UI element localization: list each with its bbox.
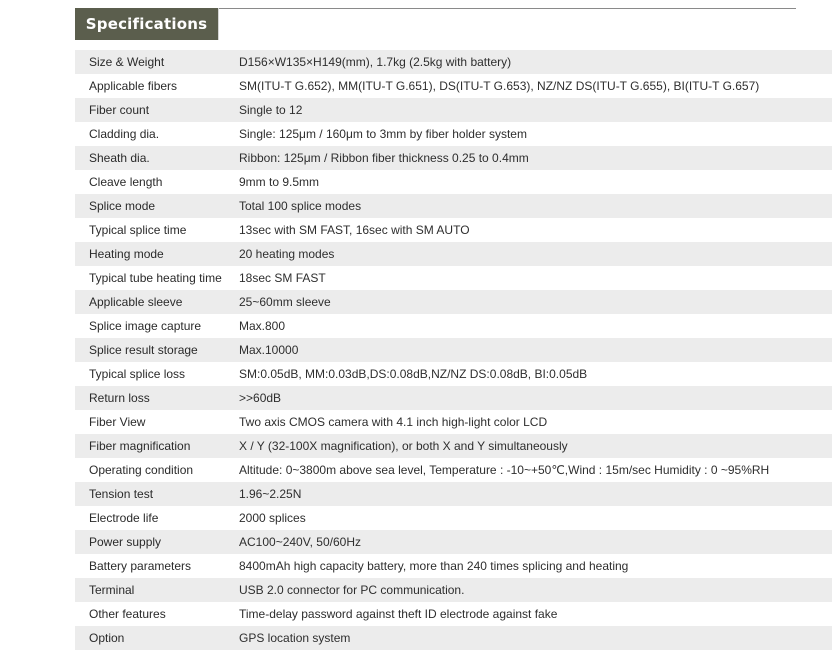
section-title: Specifications	[75, 8, 218, 40]
spec-row	[75, 482, 832, 506]
spec-value: 1.96~2.25N	[239, 487, 302, 501]
spec-value: 20 heating modes	[239, 247, 335, 261]
spec-row	[75, 50, 832, 74]
spec-label: Heating mode	[89, 247, 164, 261]
spec-value: Single: 125μm / 160μm to 3mm by fiber holder system	[239, 127, 527, 141]
spec-row	[75, 434, 832, 458]
specifications-table-body	[75, 50, 832, 650]
spec-value: X / Y (32-100X magnification), or both X and Y simultaneously	[239, 439, 568, 453]
spec-label: Typical splice loss	[89, 367, 186, 381]
header-divider	[218, 8, 796, 9]
spec-value: 13sec with SM FAST, 16sec with SM AUTO	[239, 223, 470, 237]
spec-label: Typical tube heating time	[89, 271, 222, 285]
spec-row	[75, 314, 832, 338]
spec-value: Two axis CMOS camera with 4.1 inch high-light color LCD	[239, 415, 548, 429]
spec-row	[75, 122, 832, 146]
spec-value: AC100~240V, 50/60Hz	[239, 535, 361, 549]
specifications-table	[75, 50, 832, 650]
spec-label: Operating condition	[89, 463, 194, 477]
spec-label: Applicable fibers	[89, 79, 178, 93]
spec-value: >>60dB	[239, 391, 282, 405]
spec-label: Terminal	[89, 583, 135, 597]
spec-label: Size & Weight	[89, 55, 165, 69]
spec-row	[75, 194, 832, 218]
spec-label: Fiber magnification	[89, 439, 191, 453]
spec-value: Time-delay password against theft ID electrode against fake	[239, 607, 558, 621]
spec-value: SM(ITU-T G.652), MM(ITU-T G.651), DS(ITU-T G.653), NZ/NZ DS(ITU-T G.655), BI(ITU-T G.657)	[239, 79, 760, 93]
spec-row	[75, 242, 832, 266]
spec-label: Other features	[89, 607, 166, 621]
spec-label: Sheath dia.	[89, 151, 150, 165]
spec-label: Fiber count	[89, 103, 150, 117]
spec-row	[75, 290, 832, 314]
spec-row	[75, 506, 832, 530]
spec-value: 9mm to 9.5mm	[239, 175, 320, 189]
spec-label: Power supply	[89, 535, 162, 549]
spec-row	[75, 458, 832, 482]
spec-value: 18sec SM FAST	[239, 271, 326, 285]
spec-label: Option	[89, 631, 125, 645]
spec-row	[75, 602, 832, 626]
spec-value: Altitude: 0~3800m above sea level, Temperature : -10~+50℃,Wind : 15m/sec Humidity : 0 ~95%RH	[239, 463, 770, 477]
specifications-header	[75, 8, 796, 40]
spec-value: 25~60mm sleeve	[239, 295, 331, 309]
spec-value: D156×W135×H149(mm), 1.7kg (2.5kg with battery)	[239, 55, 512, 69]
spec-label: Fiber View	[89, 415, 146, 429]
spec-row	[75, 530, 832, 554]
spec-row	[75, 410, 832, 434]
spec-label: Applicable sleeve	[89, 295, 183, 309]
spec-row	[75, 554, 832, 578]
spec-row	[75, 578, 832, 602]
spec-value: GPS location system	[239, 631, 351, 645]
spec-value: Single to 12	[239, 103, 303, 117]
spec-row	[75, 626, 832, 650]
spec-value: Max.800	[239, 319, 286, 333]
spec-label: Return loss	[89, 391, 150, 405]
spec-row	[75, 98, 832, 122]
spec-label: Typical splice time	[89, 223, 187, 237]
spec-row	[75, 338, 832, 362]
spec-label: Cladding dia.	[89, 127, 160, 141]
spec-label: Splice result storage	[89, 343, 198, 357]
spec-value: 2000 splices	[239, 511, 306, 525]
spec-value: USB 2.0 connector for PC communication.	[239, 583, 465, 597]
spec-row	[75, 362, 832, 386]
spec-value: Ribbon: 125μm / Ribbon fiber thickness 0.25 to 0.4mm	[239, 151, 529, 165]
spec-label: Splice image capture	[89, 319, 202, 333]
spec-row	[75, 218, 832, 242]
spec-row	[75, 74, 832, 98]
spec-row	[75, 170, 832, 194]
spec-label: Cleave length	[89, 175, 163, 189]
header-tab-edge	[218, 8, 219, 40]
spec-label: Electrode life	[89, 511, 159, 525]
spec-value: Max.10000	[239, 343, 299, 357]
spec-label: Splice mode	[89, 199, 156, 213]
spec-row	[75, 146, 832, 170]
spec-value: SM:0.05dB, MM:0.03dB,DS:0.08dB,NZ/NZ DS:0.08dB, BI:0.05dB	[239, 367, 588, 381]
spec-label: Battery parameters	[89, 559, 192, 573]
spec-value: 8400mAh high capacity battery, more than 240 times splicing and heating	[239, 559, 629, 573]
spec-row	[75, 386, 832, 410]
spec-value: Total 100 splice modes	[239, 199, 362, 213]
spec-label: Tension test	[89, 487, 154, 501]
spec-row	[75, 266, 832, 290]
